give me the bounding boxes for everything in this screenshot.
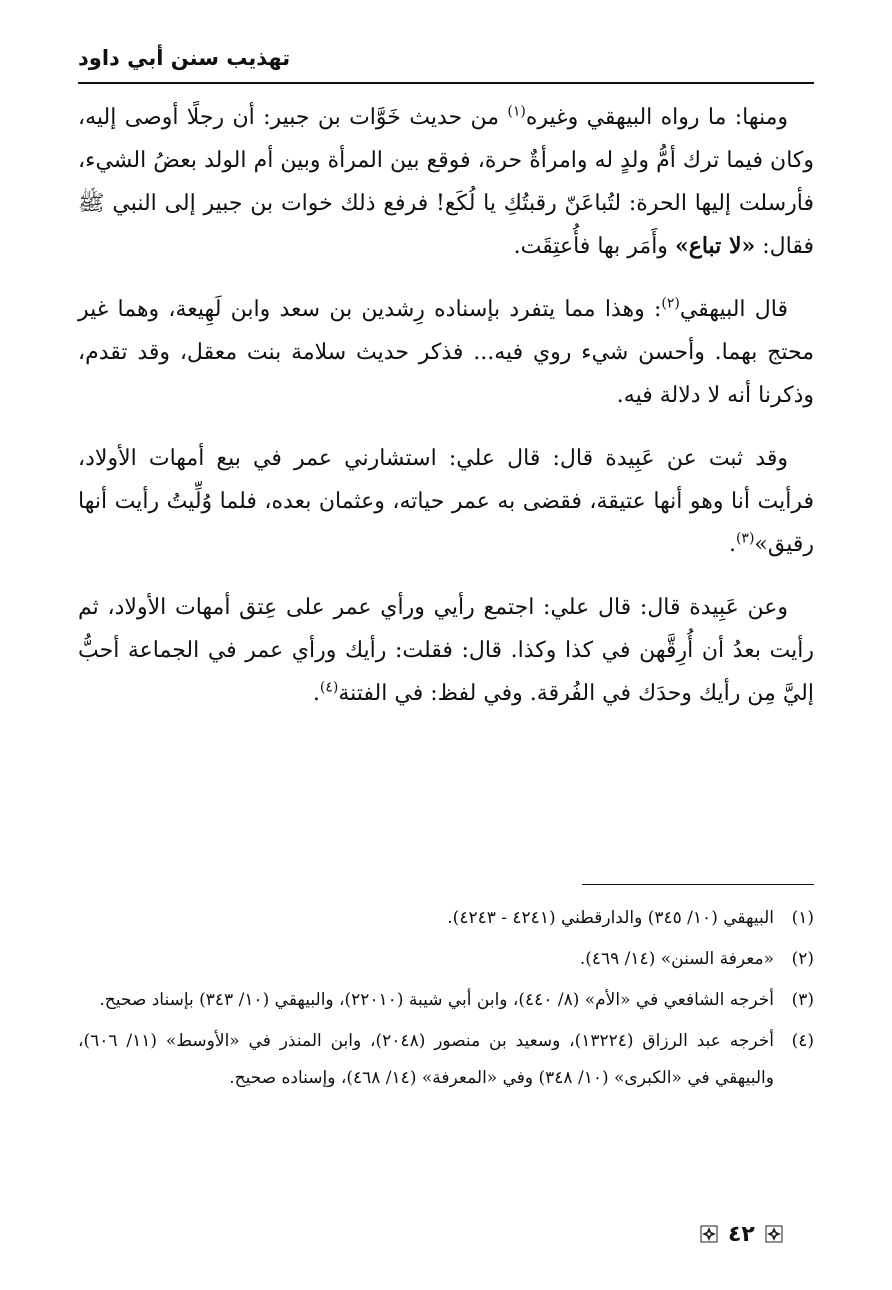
footnote-divider — [582, 884, 814, 885]
footnote-marker: (٢) — [661, 295, 680, 312]
paragraph-text: : وهذا مما يتفرد بإسناده رِشدين بن سعد وابن لَهِيعة، وهما غير محتج بهما. وأحسن شيء روي فيه... فذكر حديث سلامة بنت معقل، وقد تقدم، وذكرنا أنه لا دلالة فيه. — [78, 297, 814, 408]
footnote — [78, 1023, 814, 1097]
paragraph-text: وعن عَبِيدة قال: قال علي: اجتمع رأيي ورأي عمر على عِتق أمهات الأولاد، ثم رأيت بعدُ أن أُرِقَّهن في كذا وكذا. قال: فقلت: رأيك ورأي عمر في الجماعة أحبُّ إليَّ مِن رأيك وحدَك في الفُرقة. وفي لفظ: في الفتنة — [78, 595, 814, 706]
paragraph-text: وأَمَر بها فأُعتِقَت. — [513, 234, 675, 259]
floral-ornament-icon — [700, 1225, 718, 1243]
footnote-text: أخرجه الشافعي في «الأم» (٨/ ٤٤٠)، وابن أبي شيبة (٢٢٠١٠)، والبيهقي (١٠/ ٣٤٣) بإسناد صحيح. — [99, 990, 774, 1010]
page-footer — [700, 1218, 783, 1250]
paragraph-text: . — [728, 532, 736, 557]
page-number: ٤٢ — [728, 1221, 755, 1247]
footnote-number: (٤) — [791, 1031, 814, 1051]
floral-ornament-icon — [765, 1225, 783, 1243]
footnote-marker: (٤) — [319, 679, 339, 696]
footnote-number: (٢) — [791, 949, 814, 969]
paragraph — [78, 288, 814, 417]
paragraph-text: . — [312, 681, 320, 706]
hadith-quote: «لا تباع» — [674, 233, 756, 259]
paragraph — [78, 96, 814, 268]
footnote-number: (١) — [791, 908, 814, 928]
footnotes — [78, 900, 814, 1101]
paragraph — [78, 586, 814, 715]
paragraph — [78, 437, 814, 566]
paragraph-text: قال البيهقي — [679, 297, 788, 322]
footnote-marker: (٣) — [735, 530, 755, 547]
footnote-text: أخرجه عبد الرزاق (١٣٢٢٤)، وسعيد بن منصور (٢٠٤٨)، وابن المنذر في «الأوسط» (١١/ ٦٠٦)، والبيهقي في «الكبرى» (١٠/ ٣٤٨) وفي «المعرفة» (١٤/ ٤٦٨)، وإسناده صحيح. — [78, 1031, 774, 1088]
footnote — [78, 900, 814, 937]
paragraph-text: وقد ثبت عن عَبِيدة قال: قال علي: استشارني عمر في بيع أمهات الأولاد، فرأيت أنا وهو أنها عتيقة، فقضى به عمر حياته، وعثمان بعده، فلما وُلِّيتُ رأيت أنها رقيق» — [78, 446, 814, 557]
running-header — [78, 42, 814, 84]
main-text — [78, 96, 814, 735]
footnote-text: البيهقي (١٠/ ٣٤٥) والدارقطني (٤٢٤١ - ٤٢٤٣). — [447, 908, 774, 928]
paragraph-text: ومنها: ما رواه البيهقي وغيره — [525, 105, 789, 130]
paragraph-text: من حديث خَوَّات بن جبير: أن رجلًا أوصى إليه، وكان فيما ترك أمُّ ولدٍ له وامرأةٌ حرة، فوقع بين المرأة وبين أم الولد بعضُ الشيء، فأرسلت إليها الحرة: لتُباعَنّ رقبتُكِ يا لُكَع! فرفع ذلك خوات بن جبير إلى النبي ﷺ فقال: — [78, 105, 814, 259]
footnote-number: (٣) — [791, 990, 814, 1010]
footnote-text: «معرفة السنن» (١٤/ ٤٦٩). — [579, 949, 774, 969]
footnote-marker: (١) — [507, 103, 526, 120]
book-title: تهذيب سنن أبي داود — [78, 46, 291, 70]
footnote — [78, 982, 814, 1019]
footnote — [78, 941, 814, 978]
